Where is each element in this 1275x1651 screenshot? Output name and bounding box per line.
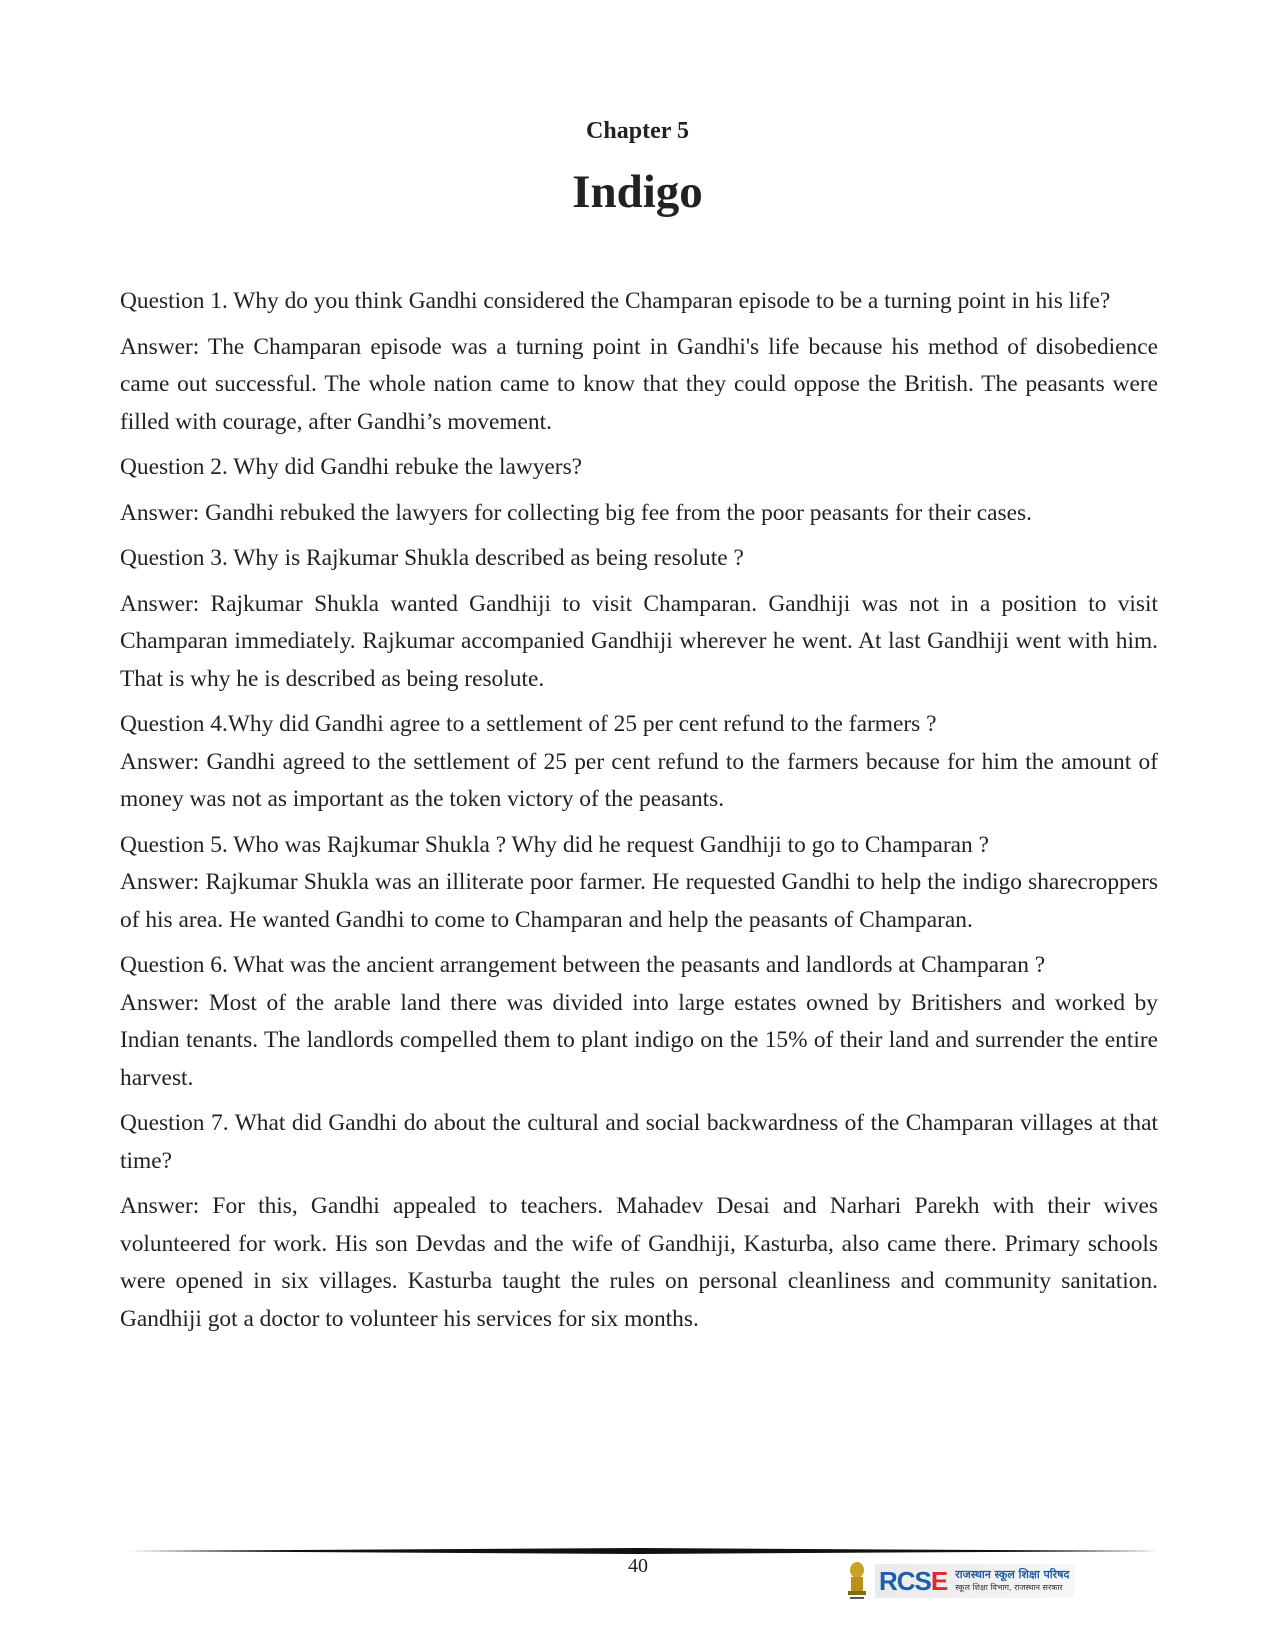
question-3: Question 3. Why is Rajkumar Shukla described as being resolute ? xyxy=(120,545,744,571)
answer-1: Answer: The Champaran episode was a turning point in Gandhi's life because his method of disobedience came out successful. The whole nation came to know that they could oppose the British. The peasants were filled with courage, after Gandhi’s movement. xyxy=(120,333,1158,435)
chapter-label: Chapter 5 xyxy=(586,118,689,144)
question-6: Question 6. What was the ancient arrangement between the peasants and landlords at Champaran ? xyxy=(120,952,1046,978)
qa-content xyxy=(120,283,1158,1346)
answer-5: Answer: Rajkumar Shukla was an illiterate poor farmer. He requested Gandhi to help the indigo sharecroppers of his area. He wanted Gandhi to come to Champaran and help the peasants of Champaran. xyxy=(120,869,1158,933)
footer-rule xyxy=(120,1548,1158,1554)
question-1: Question 1. Why do you think Gandhi considered the Champaran episode to be a turning point in his life? xyxy=(120,288,1111,314)
answer-7: Answer: For this, Gandhi appealed to teachers. Mahadev Desai and Narhari Parekh with their wives volunteered for work. His son Devdas and the wife of Gandhiji, Kasturba, also came there. Primary schools were opened in six villages. Kasturba taught the rules on personal cleanliness and community sanitation. Gandhiji got a doctor to volunteer his services for six months. xyxy=(120,1193,1158,1332)
question-4: Question 4.Why did Gandhi agree to a settlement of 25 per cent refund to the farmers ? xyxy=(120,711,937,737)
answer-2: Answer: Gandhi rebuked the lawyers for collecting big fee from the poor peasants for their cases. xyxy=(120,499,1032,526)
national-emblem-icon xyxy=(843,1560,871,1602)
question-2: Question 2. Why did Gandhi rebuke the lawyers? xyxy=(120,454,583,480)
logo-line-2: स्कूल शिक्षा विभाग, राजस्थान सरकार xyxy=(955,1583,1063,1592)
answer-6: Answer: Most of the arable land there was divided into large estates owned by Britishers and worked by Indian tenants. The landlords compelled them to plant indigo on the 15% of their land and surrender the entire harvest. xyxy=(120,989,1158,1091)
page-number: 40 xyxy=(628,1555,648,1577)
question-5: Question 5. Who was Rajkumar Shukla ? Why did he request Gandhiji to go to Champaran ? xyxy=(120,831,989,858)
logo-mark: RCSE xyxy=(879,1565,948,1596)
answer-4: Answer: Gandhi agreed to the settlement of 25 per cent refund to the farmers because for him the amount of money was not as important as the token victory of the peasants. xyxy=(120,748,1158,812)
question-7: Question 7. What did Gandhi do about the cultural and social backwardness of the Champaran villages at that time? xyxy=(120,1110,1158,1174)
logo-box xyxy=(875,1564,1075,1598)
logo-text xyxy=(955,1568,1069,1594)
answer-3: Answer: Rajkumar Shukla wanted Gandhiji to visit Champaran. Gandhiji was not in a position to visit Champaran immediately. Rajkumar accompanied Gandhiji wherever he went. At last Gandhiji went with him. That is why he is described as being resolute. xyxy=(120,590,1158,692)
logo-line-1: राजस्थान स्कूल शिक्षा परिषद xyxy=(955,1568,1070,1581)
rcsce-logo xyxy=(843,1560,1118,1602)
chapter-title: Indigo xyxy=(572,166,703,218)
